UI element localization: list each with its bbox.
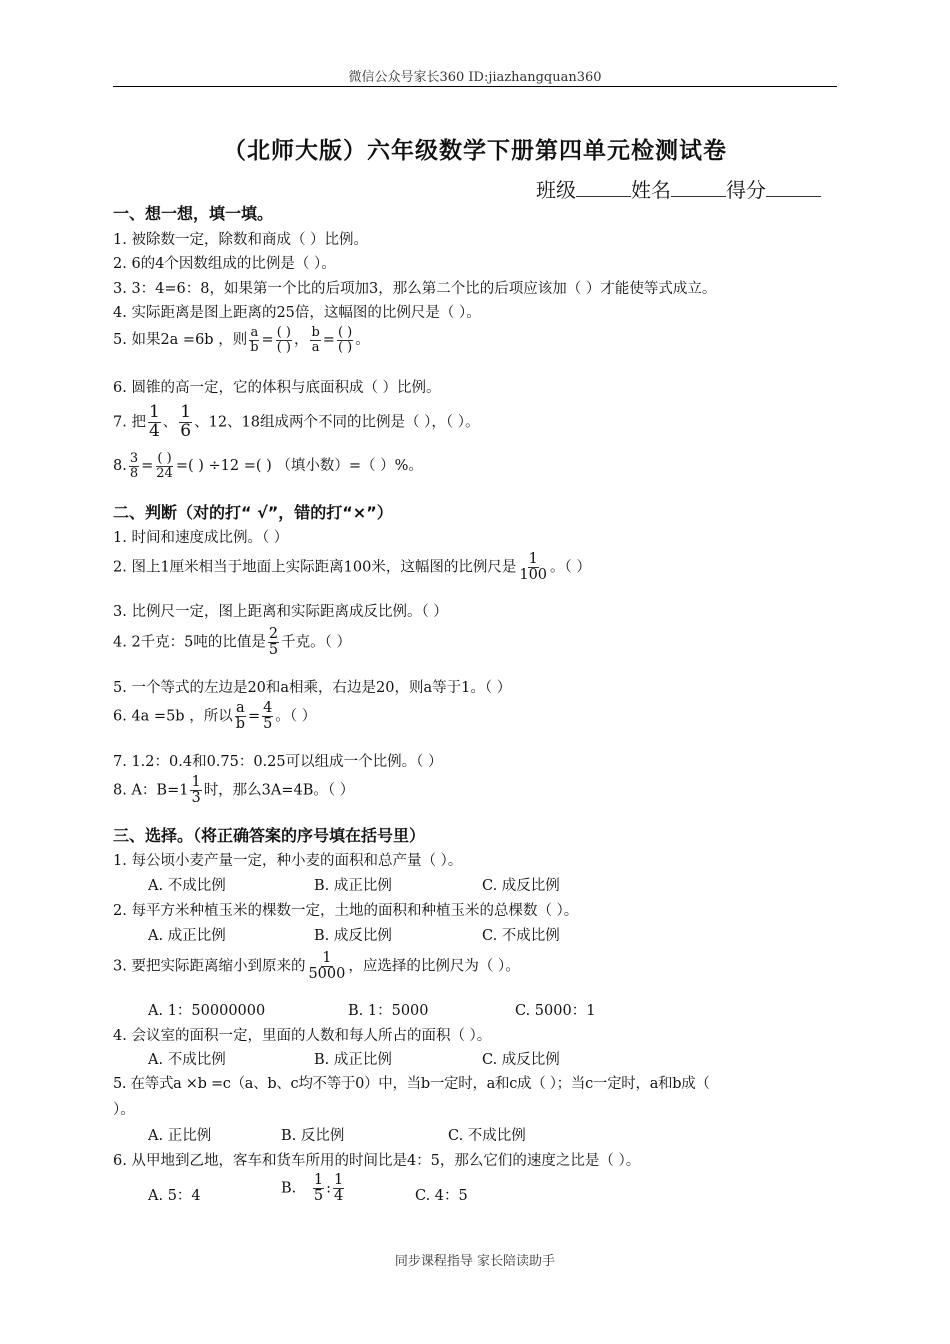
fraction-denominator: b <box>250 339 259 355</box>
q8-prefix: 8. A：B=1 <box>113 782 189 799</box>
q8-prefix: 8. <box>113 458 127 475</box>
fraction-denominator: 24 <box>156 465 173 481</box>
s1-question-2: 2. 6的4个因数组成的比例是（ ）。 <box>113 256 336 272</box>
fraction-denominator: ( ) <box>337 339 353 355</box>
fraction-numerator: 3 <box>129 451 139 466</box>
q3-suffix: ，应选择的比例尺为（ ）。 <box>348 958 520 975</box>
s3-q2-option-a[interactable]: A. 成正比例 <box>148 928 226 944</box>
s3-q3-option-a[interactable]: A. 1：50000000 <box>148 1003 266 1019</box>
s3-q3-option-b[interactable]: B. 1：5000 <box>348 1003 429 1019</box>
section3-heading: 三、选择。（将正确答案的序号填在括号里） <box>113 826 426 845</box>
fraction-numerator: 1 <box>191 774 201 790</box>
q4-suffix: 千克。（ ） <box>281 634 351 651</box>
fraction-blank <box>337 326 353 354</box>
s3-question-4: 4. 会议室的面积一定，里面的人数和每人所占的面积（ ）。 <box>113 1028 492 1044</box>
q2-prefix: 2. 图上1厘米相当于地面上实际距离100米，这幅图的比例尺是 <box>113 559 517 576</box>
option-b-label: B. <box>281 1180 297 1197</box>
fraction-blank <box>155 452 174 480</box>
s3-q4-option-a[interactable]: A. 不成比例 <box>148 1052 226 1068</box>
q7-suffix: 、12、18组成两个不同的比例是（ ），（ ）。 <box>194 414 480 431</box>
s1-question-3: 3. 3：4=6：8，如果第一个比的后项加3，那么第二个比的后项应该加（ ）才能使等式成立。 <box>113 281 717 297</box>
fraction <box>333 1173 344 1204</box>
fraction-numerator: a <box>250 325 259 340</box>
s2-question-6 <box>113 701 316 732</box>
s3-q6-option-c[interactable]: C. 4：5 <box>415 1188 468 1204</box>
q4-prefix: 4. 2千克：5吨的比值是 <box>113 634 266 651</box>
fraction-denominator: ( ) <box>276 339 291 355</box>
fraction-denominator: b <box>235 716 245 733</box>
class-label: 班级 <box>536 178 576 202</box>
s3-q2-option-c[interactable]: C. 不成比例 <box>482 928 560 944</box>
s3-q3-option-c[interactable]: C. 5000：1 <box>515 1003 596 1019</box>
fraction <box>235 701 246 732</box>
equals-sign: = <box>141 458 154 475</box>
fraction <box>179 404 192 441</box>
s2-question-1: 1. 时间和速度成比例。（ ） <box>113 530 289 546</box>
equals-sign: = <box>248 708 261 725</box>
q8-suffix: =( ) ÷12 =( ) （填小数）=（ ）%。 <box>175 458 423 475</box>
page-footer: 同步课程指导 家长陪读助手 <box>394 1254 556 1269</box>
fraction-denominator: 5 <box>263 716 273 733</box>
header-divider <box>113 86 837 87</box>
fraction-denominator: 3 <box>191 790 201 807</box>
fraction-numerator: 1 <box>148 402 160 422</box>
s3-question-2: 2. 每平方米种植玉米的棵数一定，土地的面积和种植玉米的总棵数（ ）。 <box>113 903 579 919</box>
fraction-blank <box>276 326 292 354</box>
s3-question-3 <box>113 951 520 982</box>
fraction-numerator: 1 <box>528 551 538 567</box>
equals-sign: = <box>261 332 274 349</box>
fraction <box>249 326 259 354</box>
fraction <box>310 326 320 354</box>
separator: ， <box>293 332 309 349</box>
s2-question-4 <box>113 627 351 658</box>
s3-q1-option-a[interactable]: A. 不成比例 <box>148 878 226 894</box>
fraction <box>268 627 279 658</box>
s3-q5-option-a[interactable]: A. 正比例 <box>148 1128 212 1144</box>
fraction-denominator: 4 <box>148 420 160 441</box>
name-blank[interactable] <box>671 178 726 197</box>
s1-question-7 <box>113 404 479 441</box>
s3-q1-option-c[interactable]: C. 成反比例 <box>482 878 560 894</box>
section2-heading: 二、判断（对的打“ √”，错的打“×”） <box>113 503 393 522</box>
q8-suffix: 时，那么3A=4B。（ ） <box>203 782 355 799</box>
fraction <box>262 701 273 732</box>
s3-q6-option-a[interactable]: A. 5：4 <box>148 1188 201 1204</box>
s3-question-5-cont: ）。 <box>113 1102 135 1118</box>
s2-question-8 <box>113 775 354 806</box>
page-title: （北师大版）六年级数学下册第四单元检测试卷 <box>223 138 727 164</box>
fraction-numerator: 4 <box>263 700 273 716</box>
fraction <box>518 552 548 583</box>
fraction <box>307 951 346 982</box>
s1-question-1: 1. 被除数一定，除数和商成（ ）比例。 <box>113 232 369 248</box>
s3-q4-option-c[interactable]: C. 成反比例 <box>482 1052 560 1068</box>
page-header: 微信公众号家长360 ID:jiazhangquan360 <box>348 70 602 85</box>
fraction <box>148 404 161 441</box>
fraction-denominator: 5 <box>313 1188 324 1205</box>
fraction-numerator: a <box>236 700 245 716</box>
fraction-denominator: a <box>311 339 320 355</box>
q2-suffix: 。（ ） <box>550 559 591 576</box>
s3-question-6: 6. 从甲地到乙地，客车和货车所用的时间比是4：5，那么它们的速度之比是（ ）。 <box>113 1153 641 1169</box>
s2-question-2 <box>113 552 591 583</box>
q7-prefix: 7. 把 <box>113 414 146 431</box>
fraction-numerator: ( ) <box>337 325 353 340</box>
s3-q1-option-b[interactable]: B. 成正比例 <box>314 878 392 894</box>
fraction-numerator: 1 <box>313 1172 324 1188</box>
fraction-numerator: 2 <box>268 626 279 642</box>
q3-prefix: 3. 要把实际距离缩小到原来的 <box>113 958 306 975</box>
score-blank[interactable] <box>766 178 821 197</box>
fraction <box>190 775 201 806</box>
s2-question-5: 5. 一个等式的左边是20和a相乘，右边是20，则a等于1。（ ） <box>113 680 512 696</box>
q5-suffix: 。 <box>355 332 370 349</box>
s3-q6-option-b[interactable] <box>281 1173 346 1204</box>
fraction-numerator: 1 <box>180 402 192 422</box>
fraction <box>313 1173 324 1204</box>
s1-question-6: 6. 圆锥的高一定，它的体积与底面积成（ ）比例。 <box>113 380 441 396</box>
fraction-denominator: 6 <box>180 420 192 441</box>
class-blank[interactable] <box>576 178 631 197</box>
q5-prefix: 5. 如果2a =6b ，则 <box>113 332 248 349</box>
fraction-denominator: 100 <box>519 567 548 584</box>
fraction-numerator: 1 <box>334 1172 344 1188</box>
equals-sign: = <box>322 332 335 349</box>
fraction-denominator: 4 <box>334 1188 344 1205</box>
s1-question-5 <box>113 326 370 354</box>
s1-question-8 <box>113 452 423 480</box>
s2-question-7: 7. 1.2：0.4和0.75：0.25可以组成一个比例。（ ） <box>113 754 443 770</box>
name-label: 姓名 <box>631 178 671 202</box>
s2-question-3: 3. 比例尺一定，图上距离和实际距离成反比例。（ ） <box>113 604 448 620</box>
s3-question-1: 1. 每公顷小麦产量一定，种小麦的面积和总产量（ ）。 <box>113 853 463 869</box>
ratio-colon: : <box>326 1180 331 1197</box>
fraction-denominator: 8 <box>129 465 139 481</box>
score-label: 得分 <box>726 178 766 202</box>
student-info-line <box>536 174 821 203</box>
s3-q5-option-c[interactable]: C. 不成比例 <box>448 1128 526 1144</box>
fraction-numerator: b <box>311 325 320 340</box>
fraction <box>129 452 139 480</box>
s3-question-5: 5. 在等式a ×b =c（a、b、c均不等于0）中，当b一定时，a和c成（ ）；当c一定时，a和b成（ <box>113 1076 710 1092</box>
fraction-numerator: ( ) <box>276 325 291 340</box>
fraction-denominator: 5 <box>268 642 279 659</box>
q6-prefix: 6. 4a =5b ，所以 <box>113 708 233 725</box>
s3-q2-option-b[interactable]: B. 成反比例 <box>314 928 392 944</box>
q6-suffix: 。（ ） <box>275 708 317 725</box>
separator: 、 <box>162 414 178 431</box>
fraction-numerator: ( ) <box>157 451 172 466</box>
s3-q4-option-b[interactable]: B. 成正比例 <box>314 1052 392 1068</box>
fraction-denominator: 5000 <box>308 966 346 983</box>
s1-question-4: 4. 实际距离是图上距离的25倍，这幅图的比例尺是（ ）。 <box>113 305 481 321</box>
fraction-numerator: 1 <box>322 950 332 966</box>
section1-heading: 一、想一想，填一填。 <box>113 204 274 223</box>
s3-q5-option-b[interactable]: B. 反比例 <box>281 1128 345 1144</box>
